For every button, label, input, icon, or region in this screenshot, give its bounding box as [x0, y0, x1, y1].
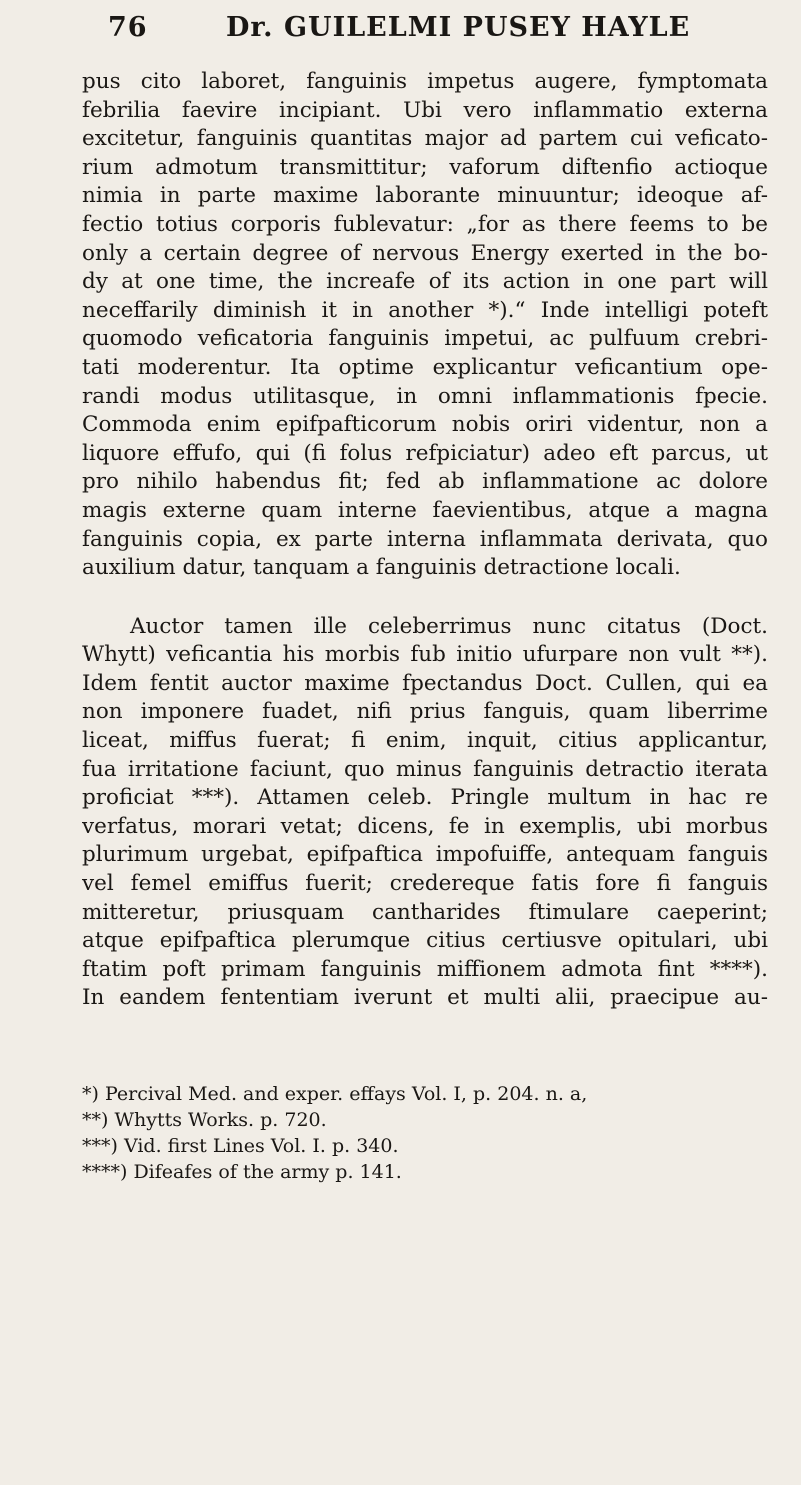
paragraph-1: [82, 68, 768, 583]
text-line: pus cito laboret, fanguinis impetus augere, fymptomata: [82, 69, 768, 94]
text-line: Idem fentit auctor maxime fpectandus Doct. Cullen, qui ea: [82, 670, 768, 696]
text-line: rium admotum transmittitur; vaforum diftenfio actioque: [82, 154, 768, 180]
text-line: magis externe quam interne faevientibus, atque a magna: [82, 497, 768, 523]
text-line: In eandem fententiam iverunt et multi alii, praecipue au-: [82, 985, 768, 1011]
text-line: dy at one time, the increafe of its action in one part will: [82, 269, 768, 295]
footnotes: [82, 1081, 682, 1185]
text-line: Whytt) veficantia his morbis fub initio ufurpare non vult **).: [82, 642, 768, 668]
text-line: quomodo veficatoria fanguinis impetui, ac pulfuum crebri-: [82, 326, 768, 352]
footnote: *) Percival Med. and exper. effays Vol. I, p. 204. n. a,: [82, 1083, 588, 1105]
text-line: tati moderentur. Ita optime explicantur veficantium ope-: [82, 354, 768, 380]
text-line: Auctor tamen ille celeberrimus nunc citatus (Doct.: [130, 613, 768, 639]
text-line: fectio totius corporis fublevatur: „for as there feems to be: [82, 211, 768, 237]
text-line: proficiat ***). Attamen celeb. Pringle multum in hac re: [82, 785, 768, 811]
text-line: liceat, miffus fuerat; fi enim, inquit, citius applicantur,: [82, 728, 768, 754]
text-line: only a certain degree of nervous Energy exerted in the bo-: [82, 240, 768, 266]
text-line: non imponere fuadet, nifi prius fanguis, quam liberrime: [82, 699, 768, 725]
running-header: [108, 12, 761, 43]
text-line: ftatim poft primam fanguinis miffionem admota fint ****).: [82, 956, 768, 982]
text-line: fua irritatione faciunt, quo minus fanguinis detractio iterata: [82, 756, 768, 782]
footnote: ***) Vid. first Lines Vol. I. p. 340.: [82, 1135, 399, 1157]
text-line: fanguinis copia, ex parte interna inflammata derivata, quo: [82, 526, 768, 552]
text-line: randi modus utilitasque, in omni inflammationis fpecie.: [82, 383, 768, 409]
paragraph-gap: [82, 583, 768, 613]
paragraph-2: [82, 613, 768, 1013]
text-line: atque epifpaftica plerumque citius certiusve opitulari, ubi: [82, 928, 768, 954]
text-line: verfatus, morari vetat; dicens, fe in exemplis, ubi morbus: [82, 813, 768, 839]
text-line: excitetur, fanguinis quantitas major ad partem cui veficato-: [82, 126, 768, 152]
text-line: auxilium datur, tanquam a fanguinis detractione locali.: [82, 555, 681, 581]
running-title: Dr. GUILELMI PUSEY HAYLE: [226, 12, 691, 43]
text-line: febrilia faevire incipiant. Ubi vero inflammatio externa: [82, 97, 768, 123]
text-line: nimia in parte maxime laborante minuuntur; ideoque af-: [82, 183, 768, 209]
text-line: pro nihilo habendus fit; fed ab inflammatione ac dolore: [82, 469, 768, 495]
text-line: neceffarily diminish it in another *).“ Inde intelligi poteft: [82, 297, 768, 323]
text-line: plurimum urgebat, epifpaftica impofuiffe, antequam fanguis: [82, 842, 768, 868]
text-line: liquore effufo, qui (fi folus refpiciatur) adeo eft parcus, ut: [82, 440, 768, 466]
text-line: mitteretur, priusquam cantharides ftimulare caeperint;: [82, 899, 768, 925]
footnote: **) Whytts Works. p. 720.: [82, 1109, 327, 1131]
footnote: ****) Difeafes of the army p. 141.: [82, 1161, 402, 1183]
text-line: vel femel emiffus fuerit; credereque fatis fore fi fanguis: [82, 871, 768, 897]
page-number: 76: [108, 12, 148, 43]
text-line: Commoda enim epifpafticorum nobis oriri videntur, non a: [82, 412, 768, 438]
main-text: [82, 68, 768, 1013]
